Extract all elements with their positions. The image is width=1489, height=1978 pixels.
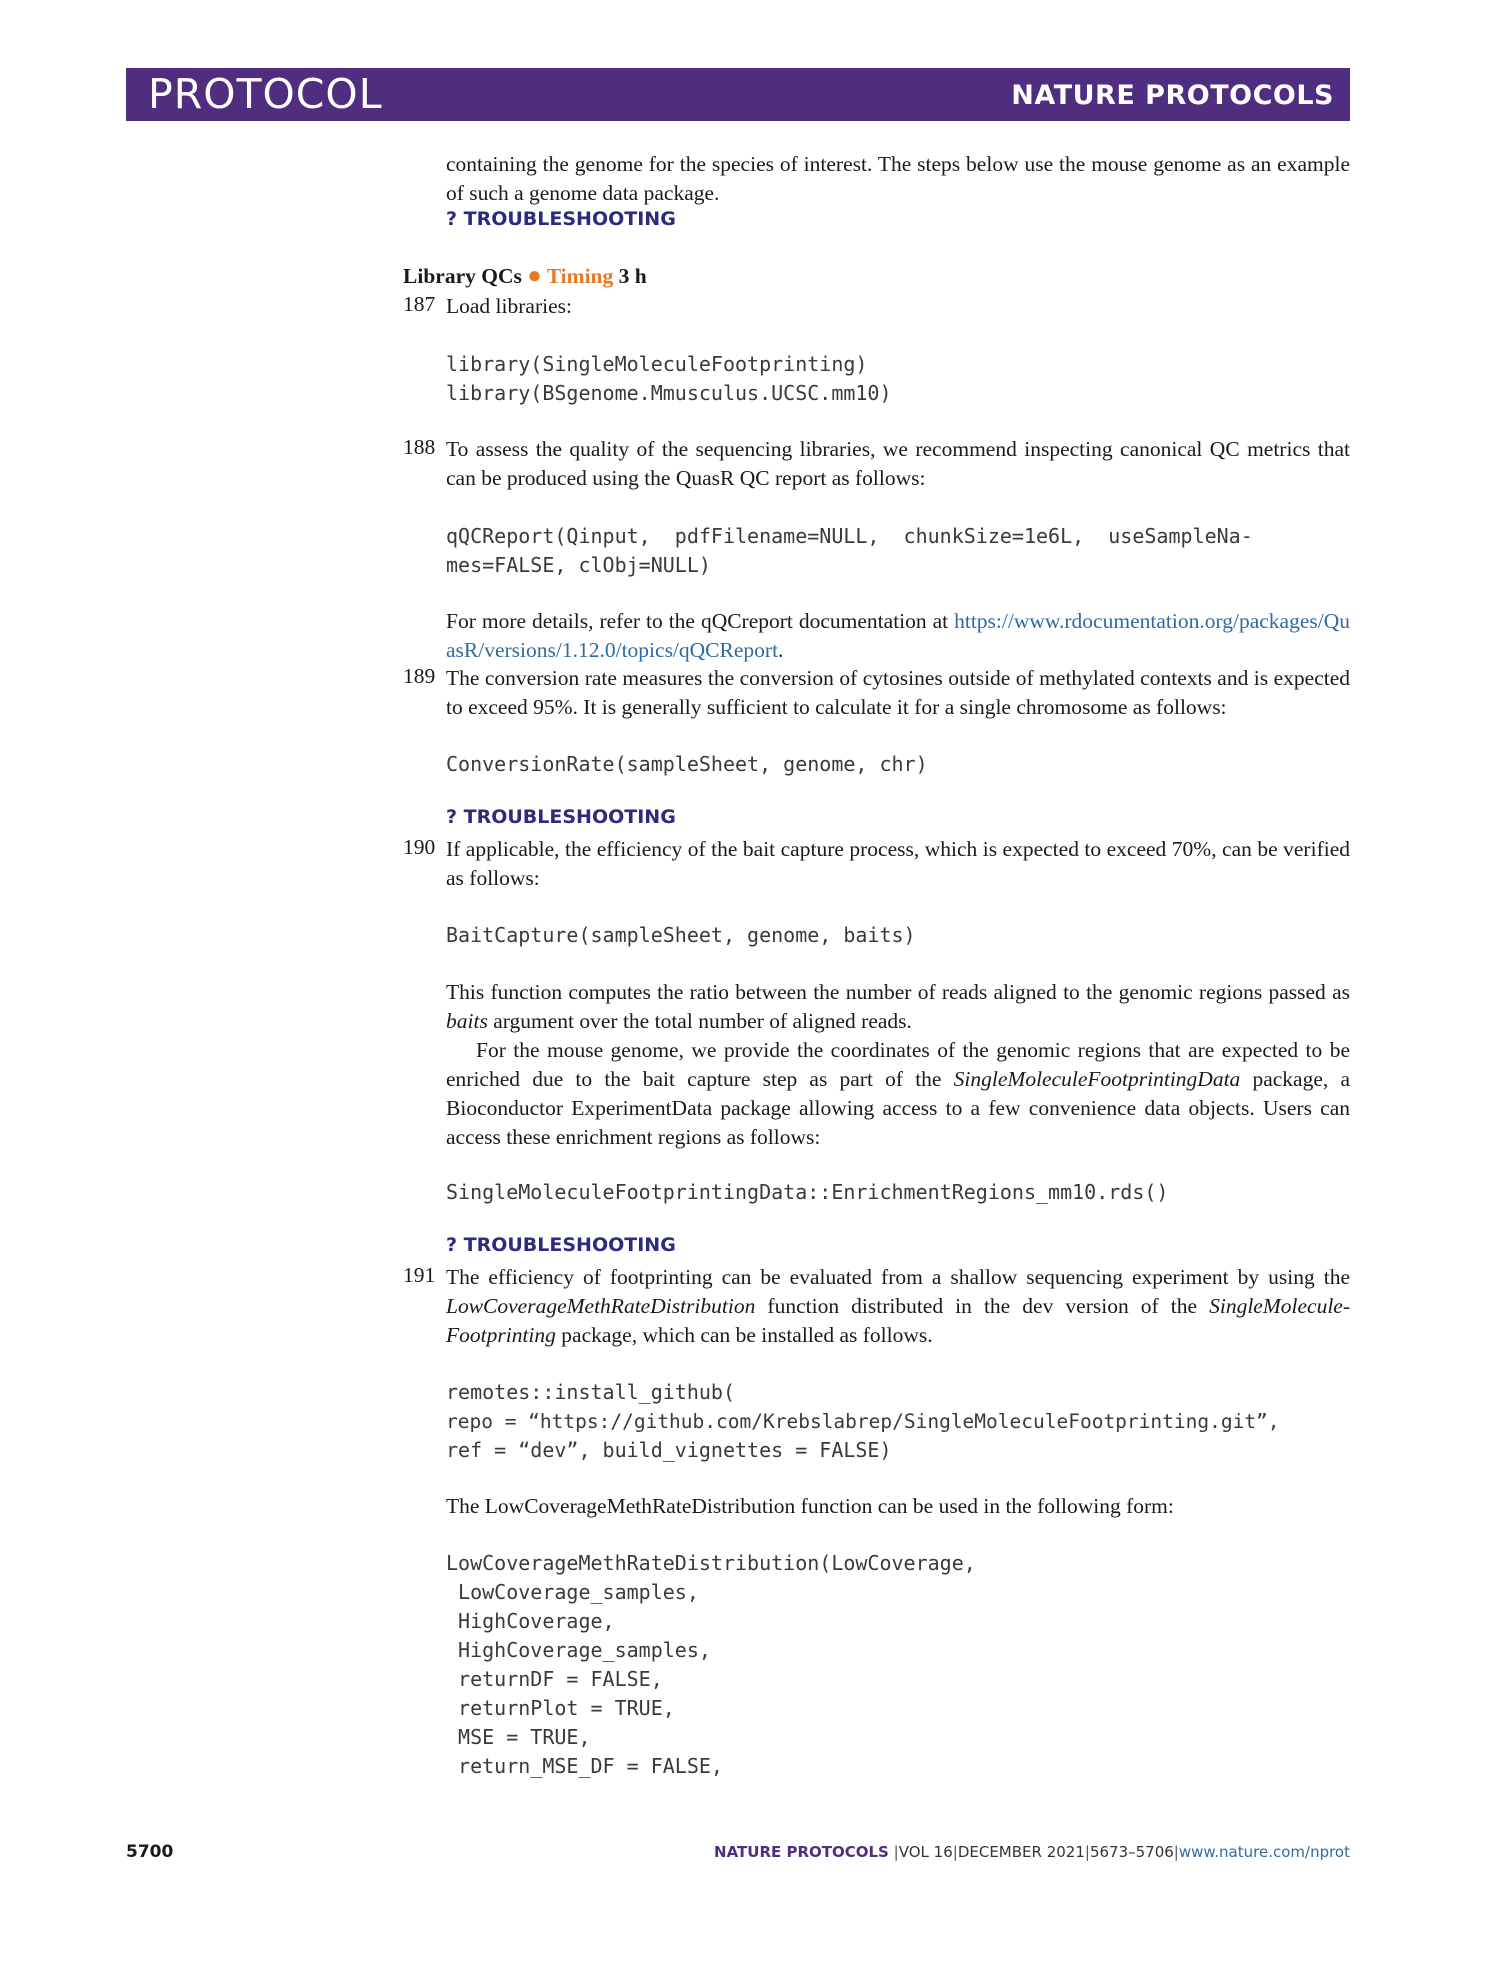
- code-line: SingleMoleculeFootprintingData::EnrichmentRegions_mm10.rds(): [446, 1180, 1169, 1204]
- troubleshooting-link[interactable]: ? TROUBLESHOOTING: [446, 1234, 676, 1256]
- paragraph: [446, 1036, 1350, 1152]
- code-line: BaitCapture(sampleSheet, genome, baits): [446, 923, 916, 947]
- code-line: remotes::install_github(: [446, 1380, 735, 1404]
- journal-name: NATURE PROTOCOLS: [1011, 80, 1334, 111]
- troubleshooting-link[interactable]: ? TROUBLESHOOTING: [446, 208, 676, 230]
- code-line: ref = “dev”, build_vignettes = FALSE): [446, 1438, 892, 1462]
- code-line: HighCoverage_samples,: [446, 1638, 711, 1662]
- step-text: Load libraries:: [446, 294, 572, 318]
- page-number: 5700: [126, 1842, 174, 1862]
- step-text: The conversion rate measures the conversion of cytosines outside of methylated contexts and is expected to exceed 95%. It is generally sufficient to calculate it for a single chromosome as follows:: [446, 666, 1350, 719]
- more-details-paragraph: [446, 607, 1350, 665]
- timing-value: 3 h: [618, 264, 647, 288]
- paragraph-text: This function computes the ratio between the number of reads aligned to the genomic regions passed as: [446, 980, 1350, 1004]
- emphasis: SingleMolecule-Footprinting: [446, 1294, 1350, 1347]
- footer-date: DECEMBER 2021: [957, 1843, 1085, 1861]
- code-line: returnPlot = TRUE,: [446, 1696, 675, 1720]
- step-number: 191: [403, 1263, 436, 1287]
- more-details-suffix: .: [778, 638, 784, 662]
- footer-volume: VOL 16: [898, 1843, 953, 1861]
- emphasis: SingleMoleculeFootprintingData: [953, 1067, 1241, 1091]
- paragraph-text: For the mouse genome, we provide the coordinates of the genomic regions that are expected to be enriched due to the bait capture step as part of the: [446, 1038, 1350, 1091]
- header-banner: [126, 68, 1350, 121]
- paragraph-text: function distributed in the dev version of the: [755, 1294, 1210, 1318]
- code-line: mes=FALSE, clObj=NULL): [446, 553, 711, 577]
- paragraph: [446, 978, 1350, 1036]
- code-line: library(BSgenome.Mmusculus.UCSC.mm10): [446, 381, 892, 405]
- step-number: 189: [403, 664, 436, 688]
- paragraph-text: The efficiency of footprinting can be evaluated from a shallow sequencing experiment by using the: [446, 1265, 1350, 1289]
- code-line: LowCoverage_samples,: [446, 1580, 699, 1604]
- step-number: 190: [403, 835, 436, 859]
- intro-paragraph: containing the genome for the species of interest. The steps below use the mouse genome as an example of such a genome data package.: [446, 152, 1350, 205]
- emphasis: LowCoverageMethRateDistribution: [446, 1294, 756, 1318]
- footer-separator: |: [952, 1843, 958, 1861]
- footer-separator: |: [1084, 1843, 1090, 1861]
- code-line: HighCoverage,: [446, 1609, 615, 1633]
- code-line: MSE = TRUE,: [446, 1725, 591, 1749]
- troubleshooting-link[interactable]: ? TROUBLESHOOTING: [446, 806, 676, 828]
- footer-url-link[interactable]: www.nature.com/nprot: [1178, 1843, 1350, 1861]
- footer-pages: 5673–5706: [1089, 1843, 1174, 1861]
- paragraph-text: argument over the total number of aligned reads.: [487, 1009, 912, 1033]
- code-line: ConversionRate(sampleSheet, genome, chr): [446, 752, 928, 776]
- timing-icon: ●: [527, 263, 542, 289]
- footer-journal: NATURE PROTOCOLS: [714, 1843, 889, 1861]
- section-label: PROTOCOL: [148, 70, 383, 118]
- step-number: 187: [403, 292, 436, 316]
- section-heading: [403, 263, 647, 290]
- emphasis: baits: [446, 1009, 488, 1033]
- more-details-text: For more details, refer to the qQCreport documentation at: [446, 609, 955, 633]
- code-line: LowCoverageMethRateDistribution(LowCoverage,: [446, 1551, 976, 1575]
- step-number: 188: [403, 435, 436, 459]
- documentation-link[interactable]: https://www.rdocumentation.org/packages/QuasR/versions/1.12.0/topics/qQCReport: [446, 609, 1350, 662]
- code-line: returnDF = FALSE,: [446, 1667, 663, 1691]
- footer-citation: [714, 1843, 1350, 1861]
- code-line: repo = “https://github.com/Krebslabrep/SingleMoleculeFootprinting.git”,: [446, 1410, 1280, 1433]
- code-line: library(SingleMoleculeFootprinting): [446, 352, 868, 376]
- footer-separator: |: [1173, 1843, 1179, 1861]
- paragraph-text: package, a Bioconductor ExperimentData package allowing access to a few convenience data objects. Users can access these enrichment regions as follows:: [446, 1067, 1350, 1149]
- code-line: return_MSE_DF = FALSE,: [446, 1754, 723, 1778]
- section-title: Library QCs: [403, 264, 522, 288]
- step-text: [446, 1263, 1350, 1350]
- step-text: If applicable, the efficiency of the bait capture process, which is expected to exceed 70%, can be verified as follows:: [446, 837, 1350, 890]
- footer-separator: |: [893, 1843, 899, 1861]
- code-line: qQCReport(Qinput, pdfFilename=NULL, chunkSize=1e6L, useSampleNa-: [446, 524, 1253, 548]
- step-text: To assess the quality of the sequencing libraries, we recommend inspecting canonical QC metrics that can be produced using the QuasR QC report as follows:: [446, 437, 1350, 490]
- timing-label: Timing: [546, 264, 614, 288]
- paragraph: The LowCoverageMethRateDistribution function can be used in the following form:: [446, 1494, 1174, 1518]
- paragraph-text: package, which can be installed as follows.: [555, 1323, 933, 1347]
